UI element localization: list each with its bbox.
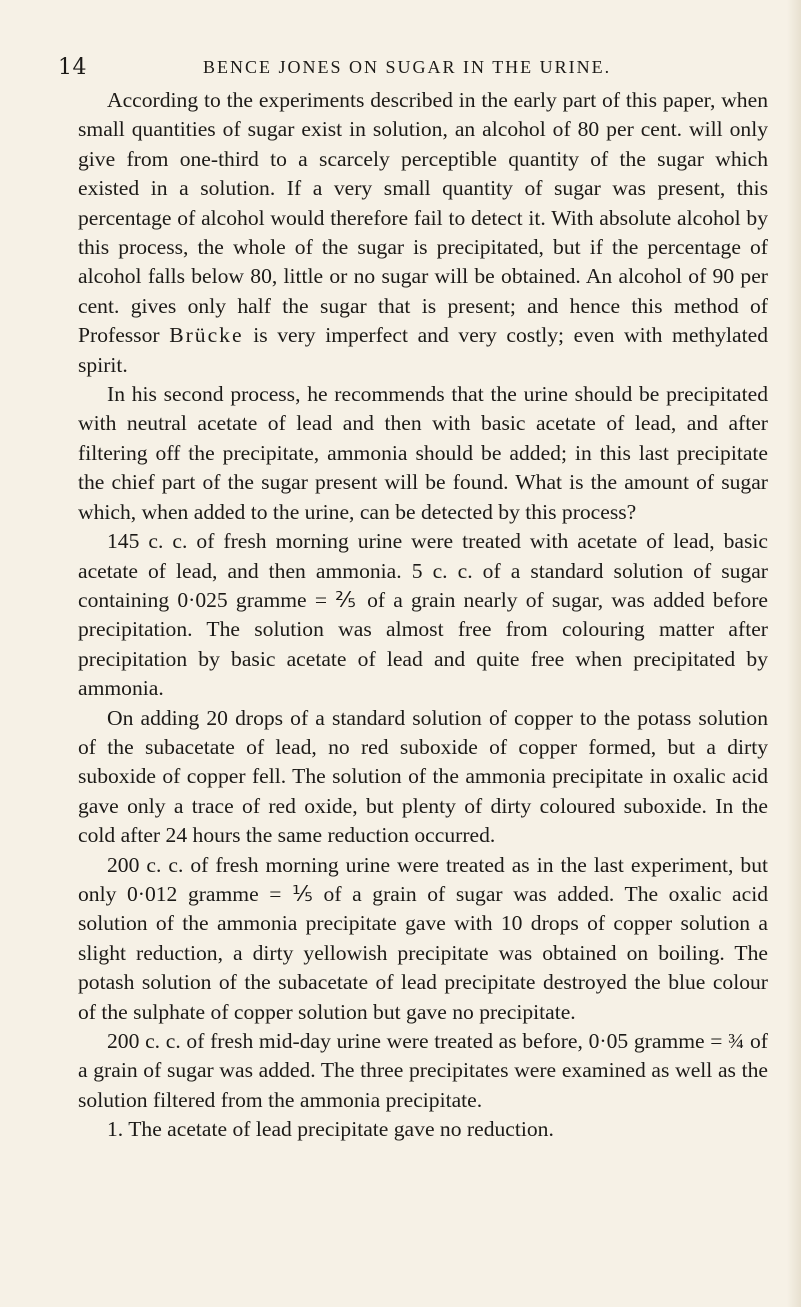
running-head: BENCE JONES ON SUGAR IN THE URINE. [203,57,612,77]
paragraph-1-text-b: is very imperfect and very costly; even with methylated spirit. [78,323,768,377]
paragraph-4: On adding 20 drops of a standard solution of copper to the potass solution of the subacetate of lead, no red suboxide of copper formed, but a dirty suboxide of copper fell. The solution of the ammonia precipitate in oxalic acid gave only a trace of red oxide, but plenty of dirty coloured suboxide. In the cold after 24 hours the same reduction occurred. [78,705,768,848]
page-edge-shadow [787,0,801,1307]
paragraph-1-text-a: According to the experiments described in the early part of this paper, when small quantities of sugar exist in solution, an alcohol of 80 per cent. will only give from one-third to a scarcely perceptible quantity of the sugar which existed in a solution. If a very small quantity of sugar was present, this percentage of alcohol would therefore fail to detect it. With absolute alcohol by this process, the whole of the sugar is precipitated, but if the percentage of alcohol falls below 80, little or no sugar will be obtained. An alcohol of 90 per cent. gives only half the sugar that is present; and hence this method of Professor [78,88,768,348]
paragraph-1 [78,86,768,380]
paragraph-7: 1. The acetate of lead precipitate gave no reduction. [107,1117,554,1142]
paragraph-5: 200 c. c. of fresh morning urine were treated as in the last experiment, but only 0·012 gramme = ⅕ of a grain of sugar was added. The oxalic acid solution of the ammonia precipitate gave with 10 drops of copper solution a slight reduction, a dirty yellowish precipitate was obtained on boiling. The potash solution of the subacetate of lead precipitate destroyed the blue colour of the sulphate of copper solution but gave no precipitate. [78,852,768,1024]
paragraph-2: In his second process, he recommends that the urine should be precipitated with neutral acetate of lead and then with basic acetate of lead, and after filtering off the precipitate, ammonia should be added; in this last precipitate the chief part of the sugar present will be found. What is the amount of sugar which, when added to the urine, can be detected by this process? [78,382,768,524]
paragraph-6: 200 c. c. of fresh mid-day urine were treated as before, 0·05 gramme = ¾ of a grain of sugar was added. The three precipitates were examined as well as the solution filtered from the ammonia precipitate. [78,1029,768,1112]
page-header [58,55,761,85]
paragraph-3: 145 c. c. of fresh morning urine were treated with acetate of lead, basic acetate of lead, and then ammonia. 5 c. c. of a standard solution of sugar containing 0·025 gramme = ⅖ of a grain nearly of sugar, was added before precipitation. The solution was almost free from colouring matter after precipitation by basic acetate of lead and quite free when precipitated by ammonia. [78,529,768,701]
body-text [78,86,768,1145]
professor-name: Brücke [169,323,244,348]
page-number: 14 [58,55,87,80]
